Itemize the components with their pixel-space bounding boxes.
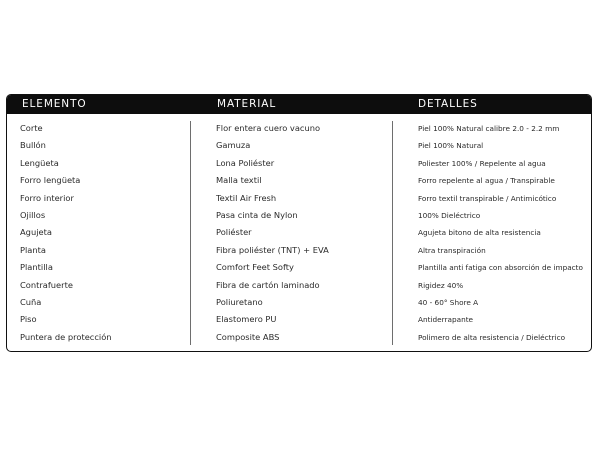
table-row — [7, 190, 591, 207]
table-header — [7, 95, 591, 114]
spec-table — [6, 94, 592, 352]
cell-material: Composite ABS — [216, 331, 280, 342]
cell-detalles: Poliester 100% / Repelente al agua — [418, 158, 546, 168]
table-row — [7, 311, 591, 328]
cell-material: Gamuza — [216, 140, 251, 151]
cell-detalles: Forro textil transpirable / Antimicótico — [418, 193, 557, 203]
cell-material: Elastomero PU — [216, 314, 277, 325]
cell-material: Textil Air Fresh — [216, 192, 277, 203]
table-row — [7, 155, 591, 172]
cell-elemento: Planta — [20, 244, 46, 255]
cell-material: Malla textil — [216, 175, 262, 186]
table-row — [7, 137, 591, 154]
header-material: MATERIAL — [217, 98, 277, 110]
cell-elemento: Piso — [20, 314, 37, 325]
table-row — [7, 259, 591, 276]
cell-elemento: Lengüeta — [20, 157, 59, 168]
cell-detalles: Piel 100% Natural — [418, 141, 484, 151]
cell-material: Poliéster — [216, 227, 252, 238]
cell-detalles: Polimero de alta resistencia / Dieléctrico — [418, 332, 566, 342]
cell-detalles: Agujeta bitono de alta resistencia — [418, 228, 541, 238]
header-elemento: ELEMENTO — [22, 98, 87, 110]
cell-elemento: Ojillos — [20, 209, 46, 220]
cell-detalles: Plantilla anti fatiga con absorción de impacto — [418, 263, 584, 273]
table-body — [7, 120, 591, 346]
header-detalles: DETALLES — [418, 98, 478, 110]
cell-elemento: Forro interior — [20, 192, 74, 203]
cell-elemento: Puntera de protección — [20, 331, 112, 342]
cell-material: Fibra poliéster (TNT) + EVA — [216, 244, 329, 255]
table-row — [7, 329, 591, 346]
cell-material: Pasa cinta de Nylon — [216, 209, 298, 220]
cell-detalles: Forro repelente al agua / Transpirable — [418, 176, 555, 186]
cell-elemento: Cuña — [20, 296, 42, 307]
cell-elemento: Agujeta — [20, 227, 52, 238]
cell-detalles: 100% Dieléctrico — [418, 210, 481, 220]
table-row — [7, 172, 591, 189]
cell-detalles: 40 - 60° Shore A — [418, 297, 479, 307]
cell-detalles: Piel 100% Natural calibre 2.0 - 2.2 mm — [418, 124, 560, 133]
table-row — [7, 277, 591, 294]
table-row — [7, 294, 591, 311]
cell-elemento: Forro lengüeta — [20, 175, 81, 186]
cell-detalles: Rigidez 40% — [418, 280, 464, 290]
cell-elemento: Corte — [20, 123, 43, 133]
cell-elemento: Bullón — [20, 140, 46, 151]
cell-material: Lona Poliéster — [216, 157, 275, 168]
table-row — [7, 224, 591, 241]
cell-material: Flor entera cuero vacuno — [216, 123, 321, 133]
table-row — [7, 242, 591, 259]
cell-elemento: Contrafuerte — [20, 279, 73, 290]
cell-detalles: Antiderrapante — [418, 315, 474, 325]
cell-detalles: Altra transpiración — [418, 245, 486, 255]
cell-material: Fibra de cartón laminado — [216, 279, 320, 290]
table-row — [7, 120, 591, 137]
cell-elemento: Plantilla — [20, 262, 53, 273]
cell-material: Comfort Feet Softy — [216, 262, 294, 273]
table-row — [7, 207, 591, 224]
cell-material: Poliuretano — [216, 296, 263, 307]
